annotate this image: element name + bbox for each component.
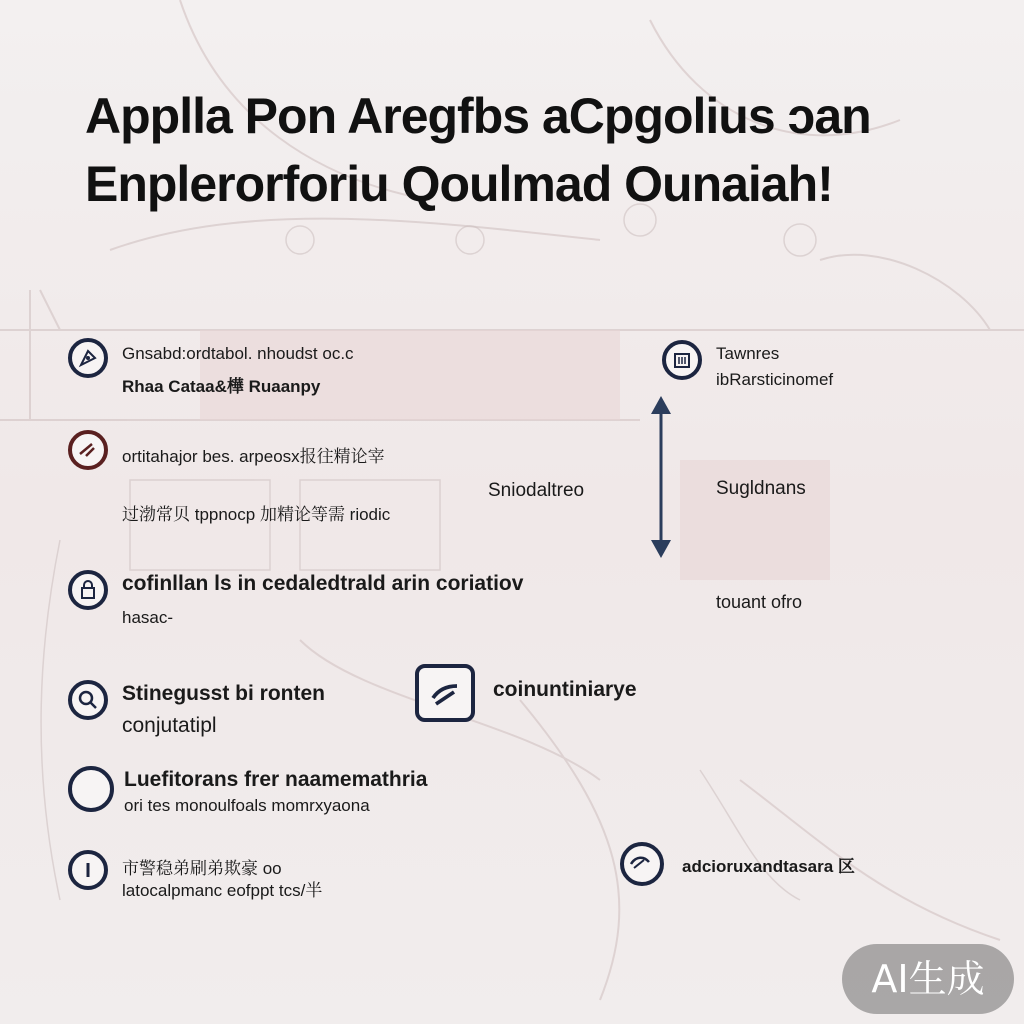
tool-icon [68, 430, 108, 470]
title-line-2: Enplerorforiu Qoulmad Ounaiah! [85, 156, 833, 212]
circle-icon [68, 766, 114, 812]
list-item-4-line-2: conjutatipl [122, 714, 217, 737]
info-icon [68, 850, 108, 890]
list-item-3-line-2: hasac- [122, 608, 174, 627]
list-item-5-line-1: Luefitorans frer naamemathria [124, 768, 428, 791]
center-label: Sniodaltreo [488, 480, 585, 501]
list-item-5-line-2: ori tes monoulfoals momrxyaona [124, 796, 370, 815]
right-item-top-line-2: ibRarsticinomef [716, 370, 834, 389]
globe-icon [620, 842, 664, 886]
compass-icon [68, 338, 108, 378]
double-arrow-icon [643, 392, 679, 562]
right-item-bottom-label: adcioruxandtasara 区 [682, 857, 855, 876]
hand-icon [415, 664, 475, 722]
right-label-low: touant ofro [716, 592, 803, 612]
center-card-label: coinuntiniarye [493, 678, 637, 701]
list-item-6-line-1: 市警稳弟刷弟欺豪 oo [122, 859, 282, 878]
list-item-2-line-1: ortitahajor bes. arpeosx报往精论宰 [122, 447, 385, 466]
right-label-mid: Sugldnans [716, 478, 806, 499]
lock-icon [68, 570, 108, 610]
search-icon [68, 680, 108, 720]
right-item-top-line-1: Tawnres [716, 344, 780, 363]
list-item-1-line-2: Rhaa Cataa&樺 Ruaanpy [122, 377, 321, 396]
list-item-6-line-2: latocalpmanc eofppt tcs/半 [122, 881, 323, 900]
box-icon [662, 340, 702, 380]
list-item-2-line-2: 过渤常贝 tppnocp 加精论等需 riodic [122, 505, 391, 524]
page-title [85, 82, 965, 218]
list-item-4-line-1: Stinegusst bi ronten [122, 682, 326, 705]
list-item-1-line-1: Gnsabd:ordtabol. nhoudst oc.c [122, 344, 354, 363]
title-line-1: Applla Pon Aregfbs aCpgolius ɔan [85, 88, 871, 144]
list-item-3-line-1: cofinllan ls in cedaledtrald arin coriatiov [122, 572, 524, 595]
ai-generated-badge: AI生成 [842, 944, 1014, 1014]
